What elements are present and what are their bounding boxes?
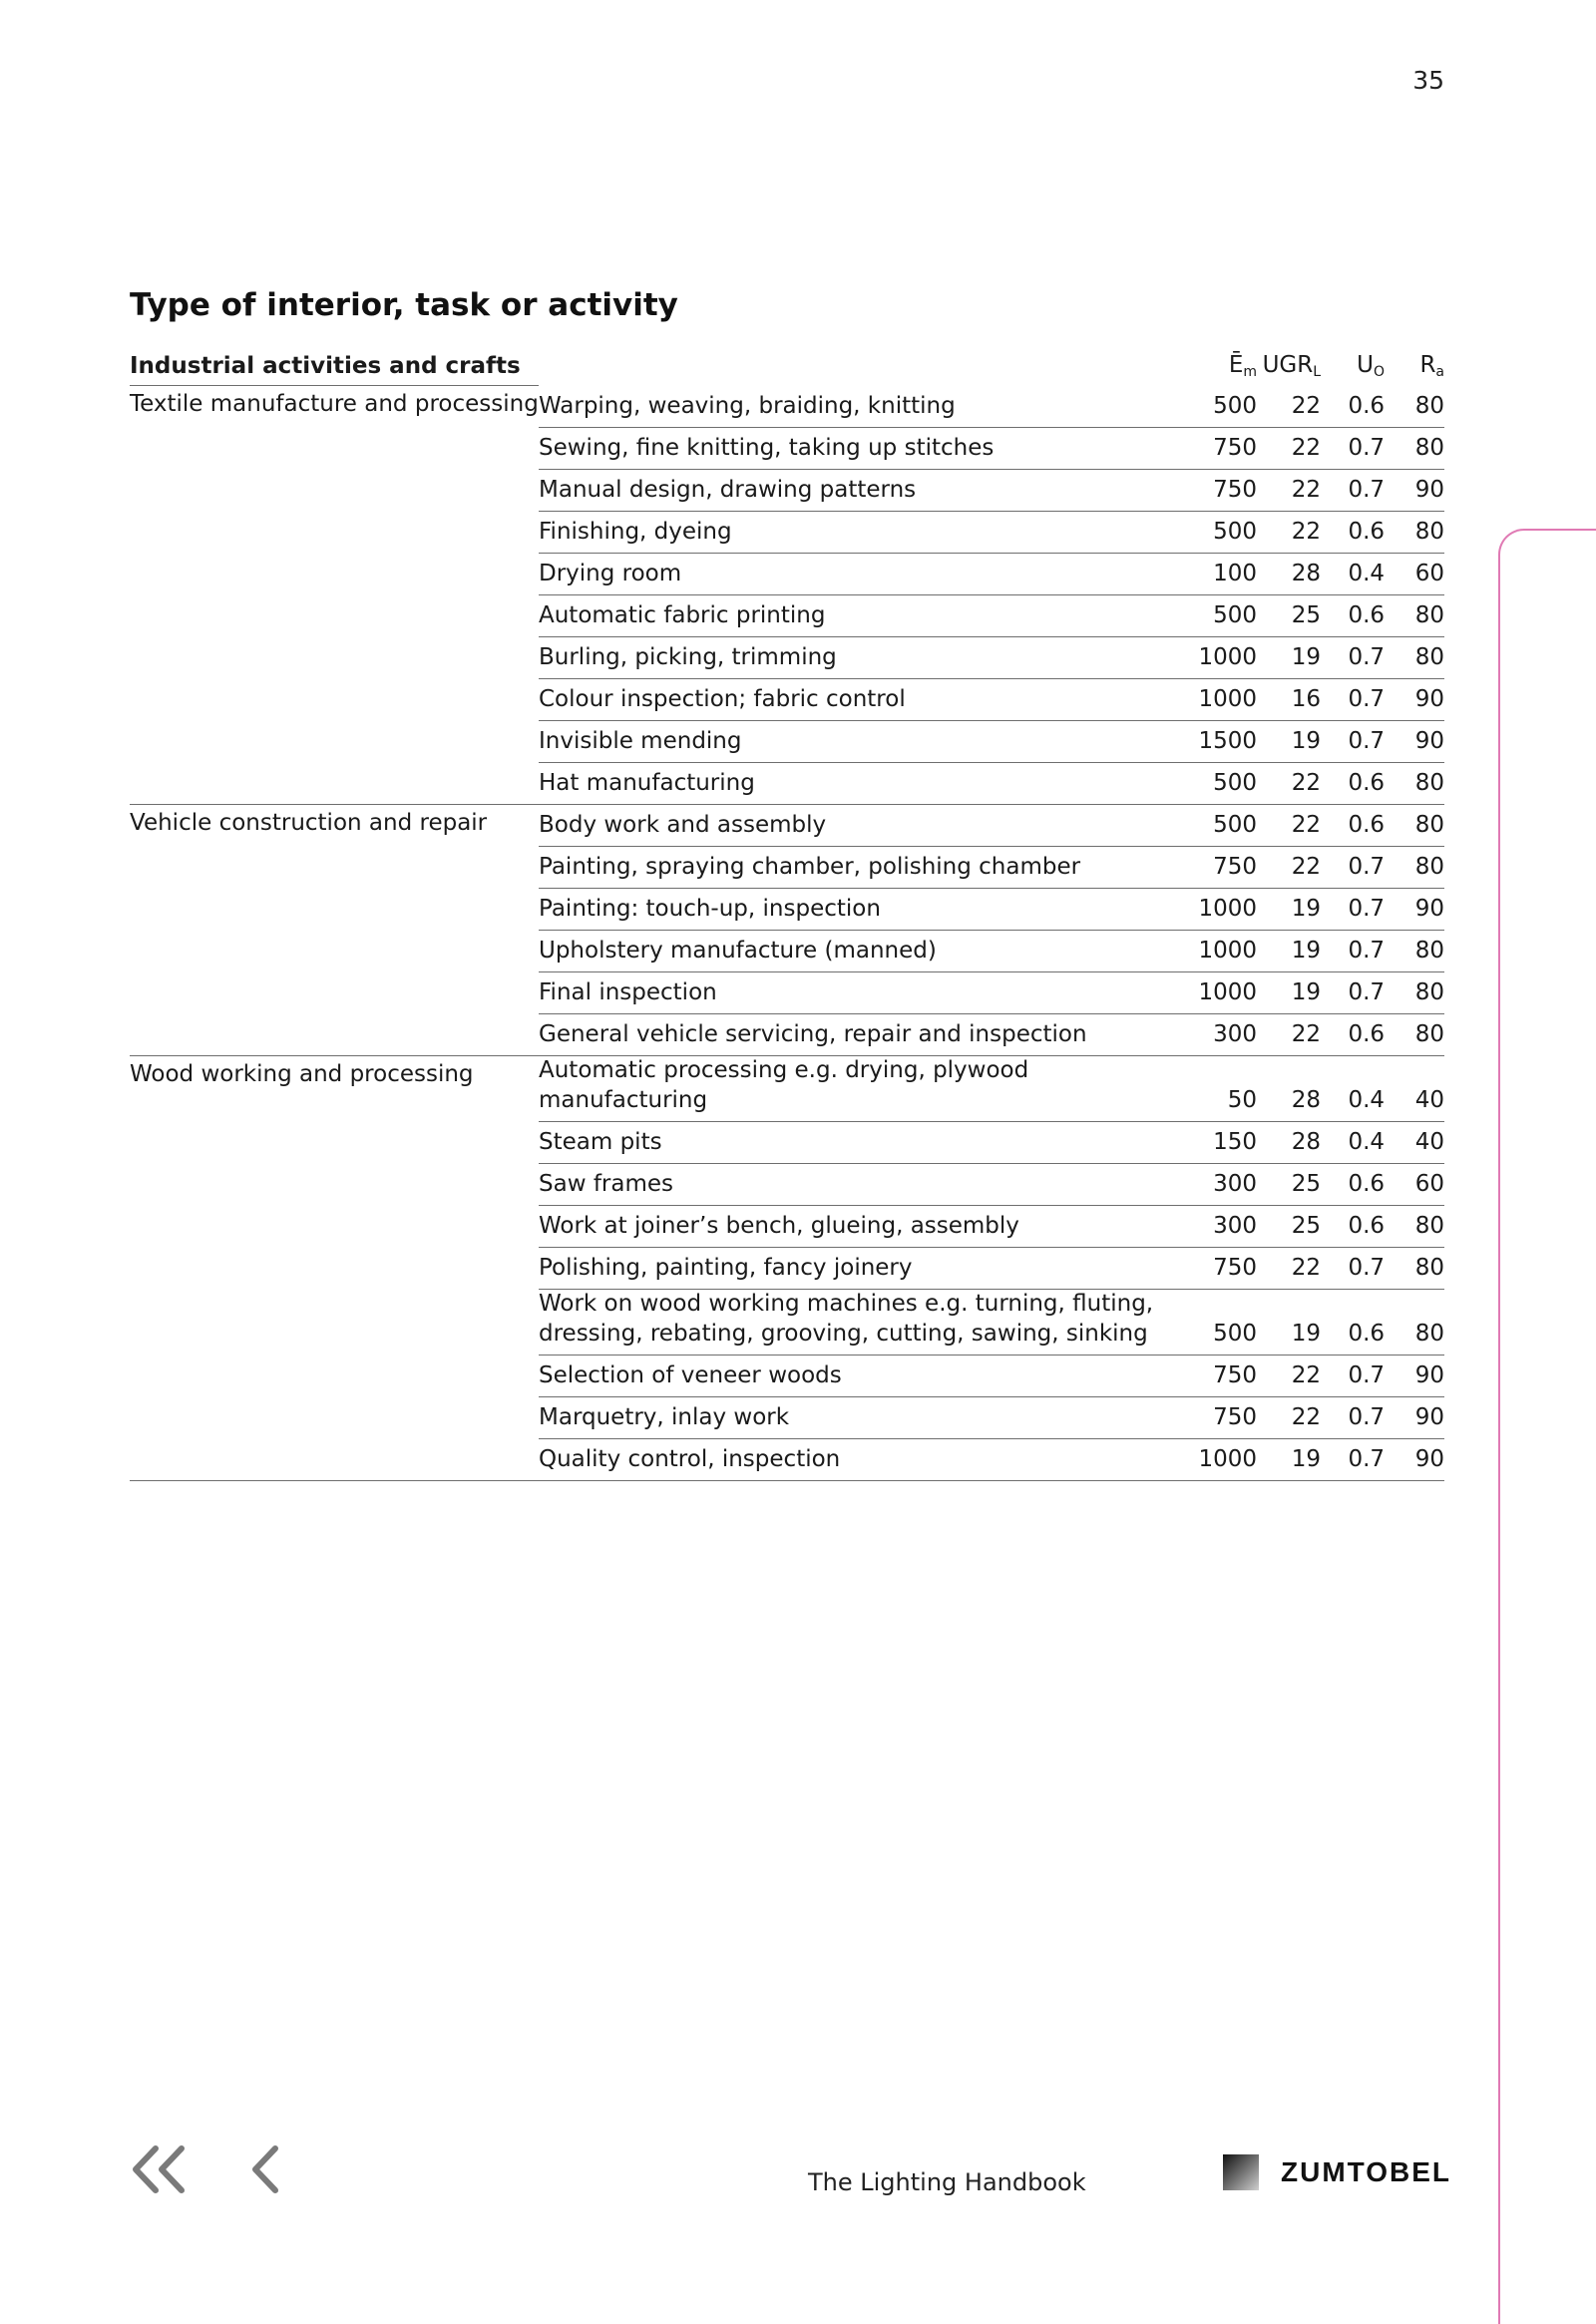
ra-cell: 90 (1385, 1438, 1444, 1480)
ugr-cell: 28 (1257, 1121, 1321, 1163)
category-cell (130, 428, 539, 470)
nav-first-page-button[interactable] (126, 2142, 190, 2200)
column-header-ugr-symbol: UGR (1262, 351, 1314, 378)
task-cell: Automatic fabric printing (539, 595, 1171, 637)
table-row (130, 847, 1444, 889)
em-cell: 750 (1171, 1247, 1257, 1289)
table-row (130, 386, 1444, 428)
task-cell: Painting: touch-up, inspection (539, 889, 1171, 931)
table-row (130, 889, 1444, 931)
uo-cell: 0.7 (1321, 847, 1385, 889)
ra-cell: 80 (1385, 386, 1444, 428)
uo-cell: 0.4 (1321, 1056, 1385, 1122)
ugr-cell: 22 (1257, 512, 1321, 554)
double-chevron-left-icon (126, 2142, 190, 2196)
accent-edge-line (1498, 529, 1596, 2324)
task-cell: Automatic processing e.g. drying, plywood manufacturing (539, 1056, 1171, 1122)
category-cell (130, 470, 539, 512)
table-row (130, 428, 1444, 470)
table-row (130, 512, 1444, 554)
ugr-cell: 22 (1257, 1014, 1321, 1056)
table-row (130, 470, 1444, 512)
table-row (130, 554, 1444, 595)
ra-cell: 80 (1385, 428, 1444, 470)
table-row (130, 595, 1444, 637)
column-header-uo (1321, 345, 1385, 386)
ugr-cell: 19 (1257, 721, 1321, 763)
footer-title: The Lighting Handbook (808, 2168, 1086, 2196)
uo-cell: 0.7 (1321, 470, 1385, 512)
table-row (130, 1396, 1444, 1438)
table-row (130, 721, 1444, 763)
ra-cell: 80 (1385, 972, 1444, 1014)
em-cell: 750 (1171, 428, 1257, 470)
table-row (130, 1163, 1444, 1205)
em-cell: 1000 (1171, 679, 1257, 721)
ugr-cell: 16 (1257, 679, 1321, 721)
task-cell: Work on wood working machines e.g. turning, fluting, dressing, rebating, grooving, cutting, sawing, sinking (539, 1289, 1171, 1355)
em-cell: 1000 (1171, 637, 1257, 679)
category-cell (130, 679, 539, 721)
em-cell: 500 (1171, 805, 1257, 847)
ugr-cell: 22 (1257, 805, 1321, 847)
chevron-left-icon (245, 2142, 285, 2196)
ugr-cell: 25 (1257, 595, 1321, 637)
uo-cell: 0.6 (1321, 595, 1385, 637)
task-cell: Work at joiner’s bench, glueing, assembly (539, 1205, 1171, 1247)
ugr-cell: 22 (1257, 763, 1321, 805)
ugr-cell: 19 (1257, 1289, 1321, 1355)
em-cell: 750 (1171, 1396, 1257, 1438)
category-cell (130, 931, 539, 972)
ra-cell: 80 (1385, 595, 1444, 637)
table-row (130, 1289, 1444, 1355)
ra-cell: 90 (1385, 721, 1444, 763)
uo-cell: 0.6 (1321, 1205, 1385, 1247)
uo-cell: 0.6 (1321, 1289, 1385, 1355)
uo-cell: 0.7 (1321, 1438, 1385, 1480)
lighting-requirements-table (130, 345, 1444, 1481)
category-cell (130, 1396, 539, 1438)
task-cell: Finishing, dyeing (539, 512, 1171, 554)
em-cell: 1000 (1171, 972, 1257, 1014)
column-header-ra-symbol: R (1419, 351, 1436, 378)
ra-cell: 80 (1385, 637, 1444, 679)
ra-cell: 80 (1385, 847, 1444, 889)
uo-cell: 0.6 (1321, 763, 1385, 805)
ugr-cell: 25 (1257, 1205, 1321, 1247)
ra-cell: 90 (1385, 889, 1444, 931)
uo-cell: 0.7 (1321, 679, 1385, 721)
uo-cell: 0.7 (1321, 889, 1385, 931)
page-number: 35 (1412, 66, 1444, 95)
uo-cell: 0.6 (1321, 512, 1385, 554)
category-cell (130, 637, 539, 679)
ra-cell: 80 (1385, 1014, 1444, 1056)
uo-cell: 0.4 (1321, 554, 1385, 595)
task-cell: Upholstery manufacture (manned) (539, 931, 1171, 972)
em-cell: 300 (1171, 1163, 1257, 1205)
em-cell: 750 (1171, 1355, 1257, 1396)
ugr-cell: 22 (1257, 428, 1321, 470)
ugr-cell: 19 (1257, 637, 1321, 679)
em-cell: 1500 (1171, 721, 1257, 763)
ugr-cell: 22 (1257, 470, 1321, 512)
column-header-em-symbol: Ē (1228, 351, 1244, 378)
ra-cell: 90 (1385, 1396, 1444, 1438)
task-cell: Painting, spraying chamber, polishing chamber (539, 847, 1171, 889)
category-cell (130, 847, 539, 889)
em-cell: 300 (1171, 1205, 1257, 1247)
ra-cell: 60 (1385, 1163, 1444, 1205)
task-cell: General vehicle servicing, repair and inspection (539, 1014, 1171, 1056)
uo-cell: 0.6 (1321, 1014, 1385, 1056)
em-cell: 500 (1171, 386, 1257, 428)
zumtobel-logo (1223, 2154, 1451, 2190)
category-cell (130, 1163, 539, 1205)
ugr-cell: 22 (1257, 386, 1321, 428)
task-cell: Final inspection (539, 972, 1171, 1014)
table-row (130, 637, 1444, 679)
task-cell: Warping, weaving, braiding, knitting (539, 386, 1171, 428)
em-cell: 500 (1171, 763, 1257, 805)
ugr-cell: 25 (1257, 1163, 1321, 1205)
ugr-cell: 22 (1257, 1355, 1321, 1396)
uo-cell: 0.4 (1321, 1121, 1385, 1163)
table-row (130, 1121, 1444, 1163)
ra-cell: 90 (1385, 1355, 1444, 1396)
category-cell (130, 763, 539, 805)
lighting-requirements-table-wrapper (130, 345, 1444, 1481)
ra-cell: 80 (1385, 763, 1444, 805)
uo-cell: 0.7 (1321, 972, 1385, 1014)
ra-cell: 80 (1385, 931, 1444, 972)
em-cell: 300 (1171, 1014, 1257, 1056)
table-row (130, 763, 1444, 805)
column-header-ra-subscript: a (1435, 363, 1445, 380)
task-cell: Body work and assembly (539, 805, 1171, 847)
task-cell: Invisible mending (539, 721, 1171, 763)
column-header-uo-symbol: U (1357, 351, 1374, 378)
ra-cell: 80 (1385, 1205, 1444, 1247)
ra-cell: 40 (1385, 1121, 1444, 1163)
uo-cell: 0.7 (1321, 1396, 1385, 1438)
table-row (130, 1355, 1444, 1396)
uo-cell: 0.7 (1321, 721, 1385, 763)
em-cell: 1000 (1171, 1438, 1257, 1480)
ugr-cell: 19 (1257, 972, 1321, 1014)
em-cell: 50 (1171, 1056, 1257, 1122)
table-row (130, 1247, 1444, 1289)
table-row (130, 931, 1444, 972)
table-row (130, 972, 1444, 1014)
uo-cell: 0.6 (1321, 1163, 1385, 1205)
category-cell (130, 512, 539, 554)
em-cell: 500 (1171, 512, 1257, 554)
table-body (130, 386, 1444, 1481)
ugr-cell: 19 (1257, 931, 1321, 972)
ugr-cell: 28 (1257, 1056, 1321, 1122)
category-cell (130, 595, 539, 637)
category-cell (130, 1121, 539, 1163)
table-header-row (130, 345, 1444, 386)
table-row (130, 1056, 1444, 1122)
ra-cell: 80 (1385, 805, 1444, 847)
category-cell: Wood working and processing (130, 1056, 539, 1122)
category-cell (130, 1205, 539, 1247)
em-cell: 1000 (1171, 889, 1257, 931)
ugr-cell: 28 (1257, 554, 1321, 595)
task-cell: Drying room (539, 554, 1171, 595)
ugr-cell: 22 (1257, 1247, 1321, 1289)
task-cell: Marquetry, inlay work (539, 1396, 1171, 1438)
ra-cell: 80 (1385, 1247, 1444, 1289)
em-cell: 150 (1171, 1121, 1257, 1163)
ugr-cell: 19 (1257, 1438, 1321, 1480)
category-cell (130, 972, 539, 1014)
category-heading: Industrial activities and crafts (130, 353, 521, 379)
ugr-cell: 22 (1257, 847, 1321, 889)
uo-cell: 0.7 (1321, 637, 1385, 679)
category-cell (130, 1014, 539, 1056)
task-cell: Steam pits (539, 1121, 1171, 1163)
column-header-ugr (1257, 345, 1321, 386)
task-cell: Selection of veneer woods (539, 1355, 1171, 1396)
uo-cell: 0.6 (1321, 805, 1385, 847)
ugr-cell: 22 (1257, 1396, 1321, 1438)
category-cell (130, 889, 539, 931)
table-row (130, 1438, 1444, 1480)
ra-cell: 90 (1385, 470, 1444, 512)
task-cell: Burling, picking, trimming (539, 637, 1171, 679)
em-cell: 750 (1171, 847, 1257, 889)
uo-cell: 0.6 (1321, 386, 1385, 428)
task-cell: Sewing, fine knitting, taking up stitches (539, 428, 1171, 470)
table-row (130, 1205, 1444, 1247)
logo-text: ZUMTOBEL (1281, 2156, 1452, 2187)
table-row (130, 679, 1444, 721)
category-cell (130, 721, 539, 763)
task-cell: Quality control, inspection (539, 1438, 1171, 1480)
nav-previous-page-button[interactable] (245, 2142, 285, 2200)
uo-cell: 0.7 (1321, 428, 1385, 470)
ra-cell: 60 (1385, 554, 1444, 595)
column-header-ugr-subscript: L (1313, 363, 1322, 380)
table-row (130, 1014, 1444, 1056)
ra-cell: 40 (1385, 1056, 1444, 1122)
uo-cell: 0.7 (1321, 1247, 1385, 1289)
em-cell: 1000 (1171, 931, 1257, 972)
task-cell: Colour inspection; fabric control (539, 679, 1171, 721)
uo-cell: 0.7 (1321, 931, 1385, 972)
category-cell (130, 554, 539, 595)
ra-cell: 80 (1385, 512, 1444, 554)
em-cell: 500 (1171, 1289, 1257, 1355)
category-cell: Vehicle construction and repair (130, 805, 539, 847)
em-cell: 750 (1171, 470, 1257, 512)
task-cell: Polishing, painting, fancy joinery (539, 1247, 1171, 1289)
ugr-cell: 19 (1257, 889, 1321, 931)
category-cell (130, 1355, 539, 1396)
task-cell: Manual design, drawing patterns (539, 470, 1171, 512)
logo-mark-icon (1223, 2154, 1259, 2190)
uo-cell: 0.7 (1321, 1355, 1385, 1396)
column-header-em (1171, 345, 1257, 386)
table-row (130, 805, 1444, 847)
column-header-em-subscript: m (1243, 363, 1258, 380)
category-cell: Textile manufacture and processing (130, 386, 539, 428)
ra-cell: 80 (1385, 1289, 1444, 1355)
ra-cell: 90 (1385, 679, 1444, 721)
category-cell (130, 1438, 539, 1480)
category-cell (130, 1247, 539, 1289)
task-cell: Saw frames (539, 1163, 1171, 1205)
em-cell: 500 (1171, 595, 1257, 637)
em-cell: 100 (1171, 554, 1257, 595)
column-header-ra (1385, 345, 1444, 386)
task-cell: Hat manufacturing (539, 763, 1171, 805)
column-header-uo-subscript: O (1373, 363, 1386, 380)
section-title: Type of interior, task or activity (130, 287, 678, 323)
category-cell (130, 1289, 539, 1355)
